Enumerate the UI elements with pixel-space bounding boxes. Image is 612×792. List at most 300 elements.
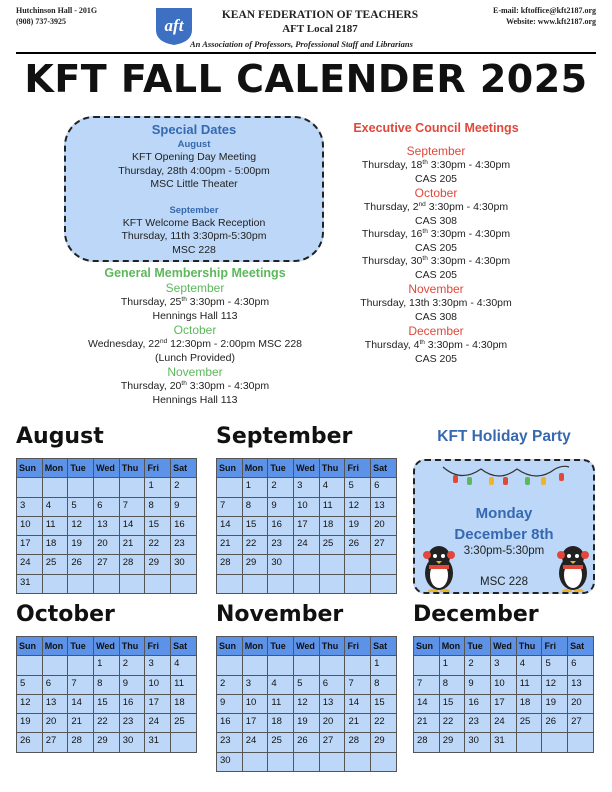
day-cell: 15: [145, 516, 171, 535]
calendar-december: [413, 636, 594, 753]
weekday-header: Fri: [145, 459, 171, 478]
day-cell: 26: [17, 733, 43, 752]
day-cell: [294, 752, 320, 771]
day-cell: 11: [268, 694, 294, 713]
string-lights-icon: [441, 461, 571, 497]
day-cell: [17, 478, 43, 497]
day-cell: 14: [68, 694, 94, 713]
week-row: [217, 714, 397, 733]
exec-meetings-heading: Executive Council Meetings: [353, 121, 519, 135]
day-cell: 3: [294, 478, 320, 497]
gm-place: Hennings Hall 113: [152, 393, 238, 406]
day-cell: [68, 656, 94, 675]
day-cell: 29: [439, 733, 465, 752]
calendar-title-december: December: [413, 602, 539, 627]
weekday-header: Fri: [145, 637, 171, 656]
day-cell: 17: [491, 694, 517, 713]
day-cell: [42, 478, 68, 497]
day-cell: 19: [542, 694, 568, 713]
special-event-name: KFT Opening Day Meeting: [131, 151, 257, 163]
gm-month: October: [173, 323, 217, 337]
day-cell: 20: [371, 516, 397, 535]
day-cell: 5: [68, 497, 94, 516]
org-name: KEAN FEDERATION OF TEACHERS: [221, 9, 419, 21]
day-cell: 16: [465, 694, 491, 713]
day-cell: 10: [294, 497, 320, 516]
day-cell: 20: [42, 714, 68, 733]
week-row: [217, 675, 397, 694]
day-cell: 25: [171, 714, 197, 733]
general-meetings-heading: General Membership Meetings: [104, 266, 286, 280]
day-cell: 14: [414, 694, 440, 713]
day-cell: 31: [145, 733, 171, 752]
week-row: [17, 675, 197, 694]
day-cell: 18: [42, 536, 68, 555]
day-cell: 31: [17, 574, 43, 593]
week-row: [217, 555, 397, 574]
day-cell: 24: [242, 733, 268, 752]
calendar-title-august: August: [16, 424, 104, 449]
day-cell: 16: [171, 516, 197, 535]
day-cell: 9: [217, 694, 243, 713]
weekday-header-row: [17, 459, 197, 478]
day-cell: 12: [17, 694, 43, 713]
day-cell: 28: [68, 733, 94, 752]
ec-time: Thursday, 4th 3:30pm - 4:30pm: [364, 339, 508, 351]
day-cell: 29: [145, 555, 171, 574]
day-cell: [371, 752, 397, 771]
day-cell: 24: [17, 555, 43, 574]
ec-time: Thursday, 30th 3:30pm - 4:30pm: [361, 255, 511, 267]
day-cell: 23: [217, 733, 243, 752]
week-row: [414, 694, 594, 713]
week-row: [414, 675, 594, 694]
weekday-header: Thu: [516, 637, 542, 656]
day-cell: 5: [345, 478, 371, 497]
day-cell: [94, 574, 120, 593]
day-cell: 30: [465, 733, 491, 752]
day-cell: 2: [171, 478, 197, 497]
calendar-october: [16, 636, 197, 753]
ec-place: CAS 205: [414, 268, 458, 281]
day-cell: 12: [542, 675, 568, 694]
weekday-header: Sat: [371, 459, 397, 478]
day-cell: 23: [171, 536, 197, 555]
contact-left: [16, 5, 97, 27]
day-cell: 26: [68, 555, 94, 574]
website-link[interactable]: Website: www.kft2187.org: [506, 17, 596, 26]
week-row: [17, 478, 197, 497]
weekday-header-row: [414, 637, 594, 656]
day-cell: 3: [491, 656, 517, 675]
day-cell: 1: [371, 656, 397, 675]
gm-month: September: [165, 281, 225, 295]
week-row: [17, 714, 197, 733]
week-row: [414, 733, 594, 752]
day-cell: 26: [542, 714, 568, 733]
general-meetings: [60, 265, 330, 407]
day-cell: 22: [439, 714, 465, 733]
day-cell: 17: [17, 536, 43, 555]
special-dates-heading: Special Dates: [151, 122, 237, 137]
day-cell: 20: [568, 694, 594, 713]
ec-month: November: [408, 282, 464, 296]
weekday-header: Tue: [268, 637, 294, 656]
weekday-header: Wed: [294, 637, 320, 656]
day-cell: 17: [294, 516, 320, 535]
day-cell: [294, 574, 320, 593]
day-cell: 6: [319, 675, 345, 694]
day-cell: 21: [345, 714, 371, 733]
calendar-title-november: November: [216, 602, 344, 627]
day-cell: 4: [319, 478, 345, 497]
day-cell: 27: [94, 555, 120, 574]
day-cell: 4: [516, 656, 542, 675]
day-cell: 26: [345, 536, 371, 555]
day-cell: 1: [145, 478, 171, 497]
day-cell: 12: [68, 516, 94, 535]
weekday-header: Wed: [94, 637, 120, 656]
weekday-header: Sun: [414, 637, 440, 656]
day-cell: 26: [294, 733, 320, 752]
day-cell: 25: [319, 536, 345, 555]
weekday-header-row: [17, 637, 197, 656]
week-row: [217, 536, 397, 555]
day-cell: [42, 656, 68, 675]
day-cell: 9: [465, 675, 491, 694]
day-cell: 7: [217, 497, 243, 516]
day-cell: 21: [414, 714, 440, 733]
day-cell: [268, 574, 294, 593]
gm-place: (Lunch Provided): [155, 351, 235, 364]
week-row: [217, 478, 397, 497]
day-cell: 1: [439, 656, 465, 675]
day-cell: 25: [42, 555, 68, 574]
calendar-title-october: October: [16, 602, 115, 627]
day-cell: 5: [542, 656, 568, 675]
day-cell: 15: [242, 516, 268, 535]
day-cell: 8: [145, 497, 171, 516]
day-cell: 7: [414, 675, 440, 694]
day-cell: 8: [242, 497, 268, 516]
weekday-header: Sat: [171, 459, 197, 478]
day-cell: [42, 574, 68, 593]
party-date: [415, 503, 593, 545]
day-cell: 13: [371, 497, 397, 516]
party-day: December 8th: [454, 526, 554, 543]
day-cell: 25: [516, 714, 542, 733]
day-cell: 8: [439, 675, 465, 694]
day-cell: [319, 555, 345, 574]
day-cell: [568, 733, 594, 752]
day-cell: 7: [345, 675, 371, 694]
day-cell: [217, 574, 243, 593]
day-cell: [242, 574, 268, 593]
day-cell: 29: [242, 555, 268, 574]
ec-time: Thursday, 16th 3:30pm - 4:30pm: [361, 228, 511, 240]
special-event-time: Thursday, 11th 3:30pm-5:30pm: [121, 230, 267, 242]
day-cell: [94, 478, 120, 497]
day-cell: 20: [319, 714, 345, 733]
day-cell: 18: [319, 516, 345, 535]
contact-right: [493, 5, 596, 27]
ec-place: CAS 205: [414, 172, 458, 185]
weekday-header: Thu: [319, 637, 345, 656]
special-event-name: KFT Welcome Back Reception: [122, 216, 266, 229]
day-cell: [145, 574, 171, 593]
week-row: [17, 536, 197, 555]
gm-month: November: [167, 365, 223, 379]
weekday-header: Mon: [42, 459, 68, 478]
day-cell: 5: [294, 675, 320, 694]
weekday-header: Wed: [94, 459, 120, 478]
day-cell: [217, 478, 243, 497]
day-cell: 4: [42, 497, 68, 516]
week-row: [17, 694, 197, 713]
day-cell: 15: [94, 694, 120, 713]
weekday-header: Wed: [491, 637, 517, 656]
day-cell: 19: [294, 714, 320, 733]
day-cell: 22: [371, 714, 397, 733]
penguin-icon: [419, 543, 459, 593]
calendar-august: [16, 458, 197, 594]
week-row: [217, 497, 397, 516]
day-cell: 14: [345, 694, 371, 713]
weekday-header: Wed: [294, 459, 320, 478]
day-cell: [68, 478, 94, 497]
gm-time: Thursday, 25th 3:30pm - 4:30pm: [120, 296, 270, 308]
office-phone: (908) 737-3925: [16, 17, 66, 26]
day-cell: 14: [217, 516, 243, 535]
day-cell: 10: [242, 694, 268, 713]
day-cell: 18: [268, 714, 294, 733]
day-cell: [171, 574, 197, 593]
day-cell: 6: [568, 656, 594, 675]
weekday-header: Fri: [345, 459, 371, 478]
week-row: [414, 714, 594, 733]
day-cell: [119, 574, 145, 593]
weekday-header: Tue: [268, 459, 294, 478]
weekday-header: Mon: [42, 637, 68, 656]
weekday-header: Sat: [371, 637, 397, 656]
week-row: [217, 516, 397, 535]
calendar-title-september: September: [216, 424, 353, 449]
weekday-header: Fri: [542, 637, 568, 656]
day-cell: 7: [119, 497, 145, 516]
day-cell: [294, 656, 320, 675]
calendar-september: [216, 458, 397, 594]
day-cell: 13: [42, 694, 68, 713]
day-cell: 27: [371, 536, 397, 555]
day-cell: 29: [94, 733, 120, 752]
day-cell: 28: [345, 733, 371, 752]
day-cell: 2: [217, 675, 243, 694]
day-cell: 21: [217, 536, 243, 555]
day-cell: 15: [371, 694, 397, 713]
day-cell: 17: [242, 714, 268, 733]
week-row: [217, 752, 397, 771]
day-cell: [268, 752, 294, 771]
holiday-party-heading: KFT Holiday Party: [437, 428, 571, 445]
day-cell: [345, 656, 371, 675]
special-event-place: MSC Little Theater: [150, 178, 238, 190]
weekday-header: Tue: [68, 459, 94, 478]
day-cell: [268, 656, 294, 675]
day-cell: 29: [371, 733, 397, 752]
day-cell: 16: [268, 516, 294, 535]
day-cell: [345, 574, 371, 593]
day-cell: 21: [119, 536, 145, 555]
weekday-header: Thu: [119, 637, 145, 656]
week-row: [217, 733, 397, 752]
calendar-november: [216, 636, 397, 772]
day-cell: [516, 733, 542, 752]
weekday-header: Sun: [17, 637, 43, 656]
day-cell: 18: [171, 694, 197, 713]
weekday-header-row: [217, 637, 397, 656]
weekday-header: Sun: [217, 459, 243, 478]
day-cell: 16: [119, 694, 145, 713]
day-cell: 13: [568, 675, 594, 694]
weekday-header: Mon: [439, 637, 465, 656]
day-cell: 23: [119, 714, 145, 733]
special-dates-box: [64, 116, 324, 262]
day-cell: 8: [94, 675, 120, 694]
ec-place: CAS 205: [414, 241, 458, 254]
day-cell: 30: [217, 752, 243, 771]
week-row: [17, 516, 197, 535]
day-cell: 18: [516, 694, 542, 713]
day-cell: 22: [145, 536, 171, 555]
gm-place: Hennings Hall 113: [152, 309, 238, 322]
org-local: AFT Local 2187: [282, 23, 358, 35]
day-cell: 3: [145, 656, 171, 675]
weekday-header: Tue: [465, 637, 491, 656]
day-cell: [345, 752, 371, 771]
day-cell: 16: [217, 714, 243, 733]
weekday-header: Thu: [319, 459, 345, 478]
weekday-header: Fri: [345, 637, 371, 656]
week-row: [217, 656, 397, 675]
day-cell: [371, 555, 397, 574]
logo-text: aft: [164, 16, 184, 35]
day-cell: 11: [319, 497, 345, 516]
day-cell: 30: [268, 555, 294, 574]
day-cell: 12: [345, 497, 371, 516]
day-cell: 2: [268, 478, 294, 497]
party-time: 3:30pm-5:30pm: [463, 545, 545, 557]
day-cell: 3: [17, 497, 43, 516]
day-cell: [371, 574, 397, 593]
day-cell: 15: [439, 694, 465, 713]
day-cell: 17: [145, 694, 171, 713]
party-weekday: Monday: [475, 505, 533, 522]
day-cell: [242, 752, 268, 771]
org-tagline: An Association of Professors, Professional Staff and Librarians: [190, 39, 413, 49]
day-cell: 11: [516, 675, 542, 694]
holiday-party-box: [413, 459, 595, 594]
day-cell: 6: [371, 478, 397, 497]
day-cell: 3: [242, 675, 268, 694]
day-cell: [542, 733, 568, 752]
day-cell: 24: [294, 536, 320, 555]
day-cell: 19: [345, 516, 371, 535]
day-cell: 23: [268, 536, 294, 555]
day-cell: [119, 478, 145, 497]
special-event-place: MSC 228: [172, 243, 216, 256]
day-cell: 21: [68, 714, 94, 733]
day-cell: 6: [42, 675, 68, 694]
day-cell: 19: [17, 714, 43, 733]
week-row: [17, 497, 197, 516]
week-row: [217, 574, 397, 593]
day-cell: 5: [17, 675, 43, 694]
day-cell: [17, 656, 43, 675]
day-cell: 30: [171, 555, 197, 574]
day-cell: 13: [94, 516, 120, 535]
day-cell: [414, 656, 440, 675]
day-cell: 30: [119, 733, 145, 752]
day-cell: 23: [465, 714, 491, 733]
day-cell: [294, 555, 320, 574]
day-cell: 12: [294, 694, 320, 713]
special-month-september: September: [169, 204, 219, 216]
weekday-header: Mon: [242, 637, 268, 656]
ec-month: December: [408, 324, 464, 338]
day-cell: [319, 752, 345, 771]
day-cell: 7: [68, 675, 94, 694]
day-cell: 10: [17, 516, 43, 535]
weekday-header: Sun: [17, 459, 43, 478]
day-cell: 9: [171, 497, 197, 516]
day-cell: 11: [42, 516, 68, 535]
day-cell: [217, 656, 243, 675]
special-month-august: August: [177, 139, 211, 150]
penguin-icon: [553, 543, 593, 593]
day-cell: 4: [268, 675, 294, 694]
day-cell: 4: [171, 656, 197, 675]
day-cell: 2: [465, 656, 491, 675]
ec-month: October: [414, 186, 458, 200]
weekday-header-row: [217, 459, 397, 478]
day-cell: 22: [242, 536, 268, 555]
day-cell: [68, 574, 94, 593]
party-location: MSC 228: [480, 576, 528, 588]
day-cell: 9: [119, 675, 145, 694]
day-cell: 27: [568, 714, 594, 733]
day-cell: 1: [94, 656, 120, 675]
day-cell: 9: [268, 497, 294, 516]
day-cell: 11: [171, 675, 197, 694]
page-title: KFT FALL CALENDER 2025: [24, 57, 588, 101]
day-cell: 25: [268, 733, 294, 752]
weekday-header: Mon: [242, 459, 268, 478]
weekday-header: Sat: [171, 637, 197, 656]
day-cell: 20: [94, 536, 120, 555]
day-cell: 27: [319, 733, 345, 752]
day-cell: [345, 555, 371, 574]
day-cell: [242, 656, 268, 675]
weekday-header: Thu: [119, 459, 145, 478]
header-divider: [16, 52, 596, 54]
day-cell: 24: [491, 714, 517, 733]
day-cell: 22: [94, 714, 120, 733]
day-cell: 28: [119, 555, 145, 574]
day-cell: 14: [119, 516, 145, 535]
email-link[interactable]: E-mail: kftoffice@kft2187.org: [493, 6, 596, 15]
week-row: [17, 574, 197, 593]
gm-time: Wednesday, 22nd 12:30pm - 2:00pm MSC 228: [87, 338, 303, 350]
